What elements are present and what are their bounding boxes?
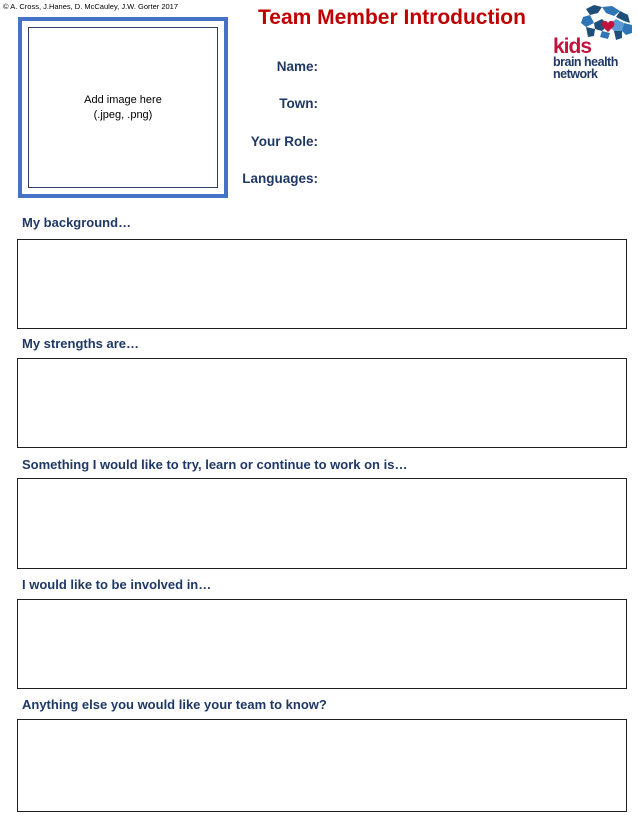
background-textbox[interactable]: [17, 239, 627, 329]
anything-else-textbox[interactable]: [17, 719, 627, 812]
town-label: Town:: [279, 96, 318, 111]
learn-textbox[interactable]: [17, 478, 627, 569]
page-title: Team Member Introduction: [258, 6, 526, 29]
image-placeholder[interactable]: [28, 27, 218, 188]
logo-line3: network: [553, 67, 598, 81]
strengths-textbox[interactable]: [17, 358, 627, 448]
involved-label: I would like to be involved in…: [22, 577, 212, 592]
languages-label: Languages:: [242, 171, 318, 186]
logo-line2: brain health: [553, 55, 618, 69]
image-upload-frame[interactable]: [18, 17, 228, 198]
name-label: Name:: [276, 59, 318, 74]
involved-textbox[interactable]: [17, 599, 627, 689]
role-label: Your Role:: [250, 134, 318, 149]
anything-else-label: Anything else you would like your team to know?: [22, 697, 327, 712]
image-placeholder-line2: (.jpeg, .png): [93, 108, 153, 121]
logo-kids: kids: [553, 35, 592, 58]
background-label: My background…: [22, 215, 132, 230]
copyright-notice: © A. Cross, J.Hanes, D. McCauley, J.W. Gorter 2017: [3, 2, 179, 11]
image-placeholder-line1: Add image here: [84, 93, 162, 106]
strengths-label: My strengths are…: [22, 336, 140, 351]
learn-label: Something I would like to try, learn or continue to work on is…: [22, 457, 408, 472]
